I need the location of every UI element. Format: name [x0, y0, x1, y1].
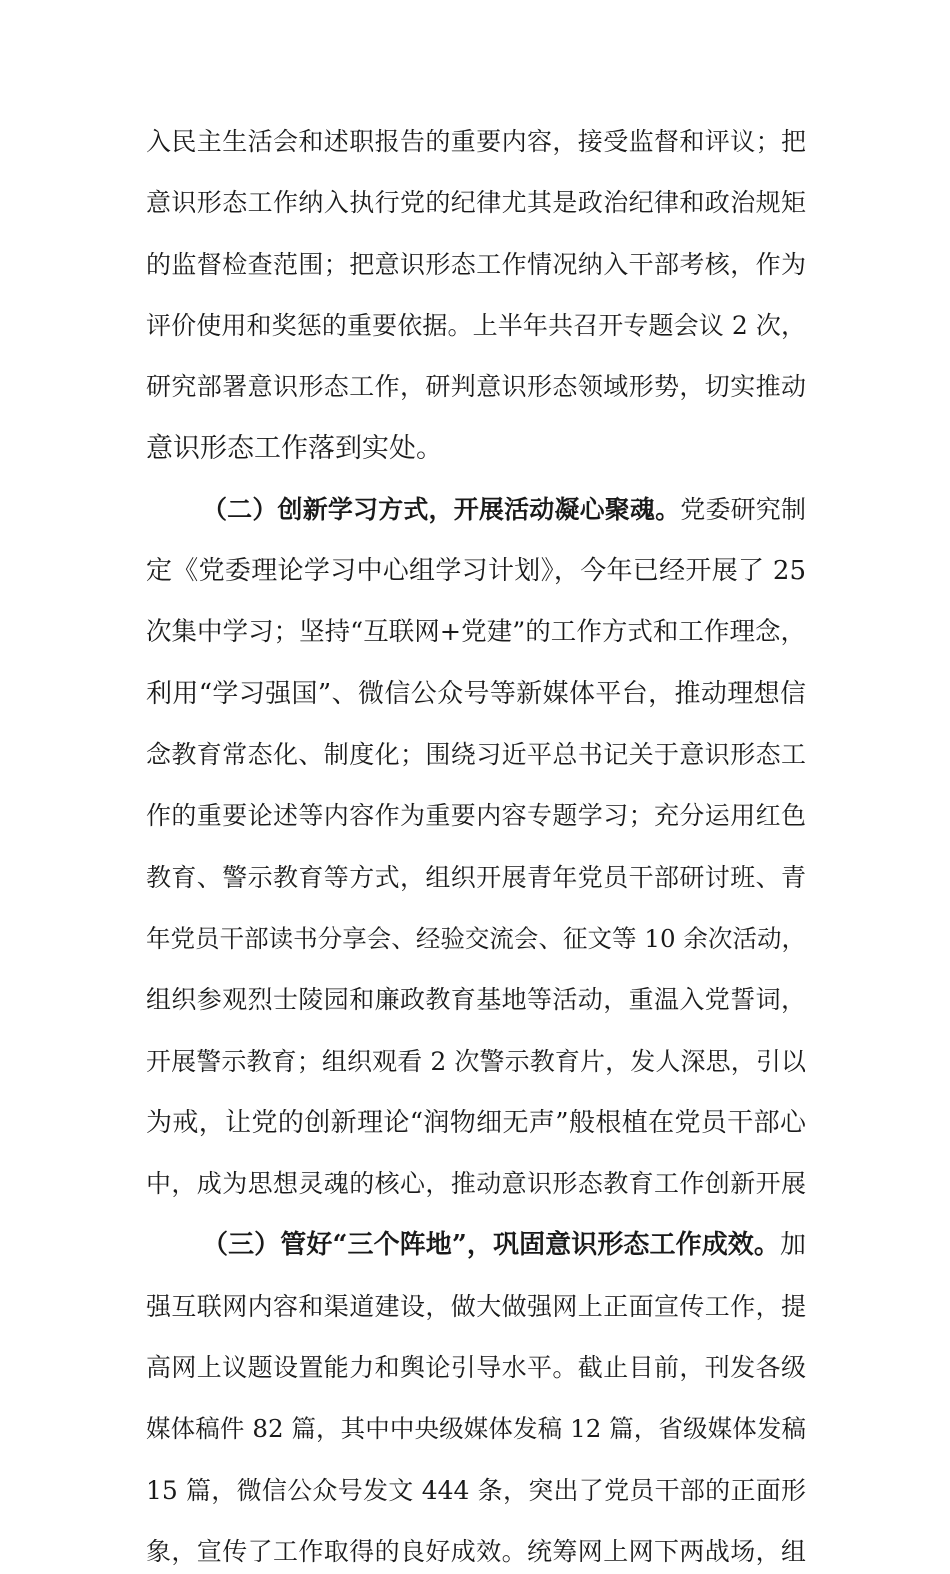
paragraph-line: 利用“学习强国”、微信公众号等新媒体平台，推动理想信: [146, 679, 806, 709]
section-heading-line: [202, 488, 806, 532]
section-heading-line: [202, 1223, 806, 1267]
paragraph-line: 作的重要论述等内容作为重要内容专题学习；充分运用红色: [146, 801, 806, 830]
heading-line-rest: 加: [779, 1230, 806, 1260]
paragraph-line: 意识形态工作纳入执行党的纪律尤其是政治纪律和政治规矩: [146, 188, 806, 217]
section-heading: （三）管好“三个阵地”，巩固意识形态工作成效。: [202, 1230, 780, 1260]
paragraph-line: 意识形态工作落到实处。: [146, 433, 443, 464]
paragraph-line: 评价使用和奖惩的重要依据。上半年共召开专题会议 2 次，: [146, 311, 806, 340]
paragraph-line: 开展警示教育；组织观看 2 次警示教育片，发人深思，引以: [146, 1047, 806, 1076]
paragraph-line: 高网上议题设置能力和舆论引导水平。截止目前，刊发各级: [146, 1353, 806, 1382]
paragraph-line: 媒体稿件 82 篇，其中中央级媒体发稿 12 篇，省级媒体发稿: [146, 1414, 806, 1443]
paragraph-line: 象，宣传了工作取得的良好成效。统筹网上网下两战场，组: [146, 1537, 806, 1566]
paragraph-line: 15 篇，微信公众号发文 444 条，突出了党员干部的正面形: [146, 1476, 806, 1505]
paragraph-line: 为戒，让党的创新理论“润物细无声”般根植在党员干部心: [146, 1108, 806, 1138]
paragraph-line: 的监督检查范围；把意识形态工作情况纳入干部考核，作为: [146, 250, 806, 279]
paragraph-line: 次集中学习；坚持“互联网+党建”的工作方式和工作理念，: [146, 617, 806, 647]
heading-line-rest: 党委研究制: [680, 495, 806, 524]
paragraph-line: 研究部署意识形态工作，研判意识形态领域形势，切实推动: [146, 372, 806, 401]
paragraph-line: 中，成为思想灵魂的核心，推动意识形态教育工作创新开展: [146, 1169, 806, 1198]
paragraph-line: 念教育常态化、制度化；围绕习近平总书记关于意识形态工: [146, 740, 806, 769]
paragraph-line: 定《党委理论学习中心组学习计划》，今年已经开展了 25: [146, 556, 806, 586]
paragraph-line: 年党员干部读书分享会、经验交流会、征文等 10 余次活动，: [146, 924, 806, 953]
paragraph-line: 教育、警示教育等方式，组织开展青年党员干部研讨班、青: [146, 863, 806, 892]
paragraph-line: 强互联网内容和渠道建设，做大做强网上正面宣传工作，提: [146, 1292, 806, 1321]
paragraph-line: 组织参观烈士陵园和廉政教育基地等活动，重温入党誓词，: [146, 985, 806, 1014]
section-heading: （二）创新学习方式，开展活动凝心聚魂。: [202, 495, 681, 524]
paragraph-line: 入民主生活会和述职报告的重要内容，接受监督和评议；把: [146, 127, 806, 156]
